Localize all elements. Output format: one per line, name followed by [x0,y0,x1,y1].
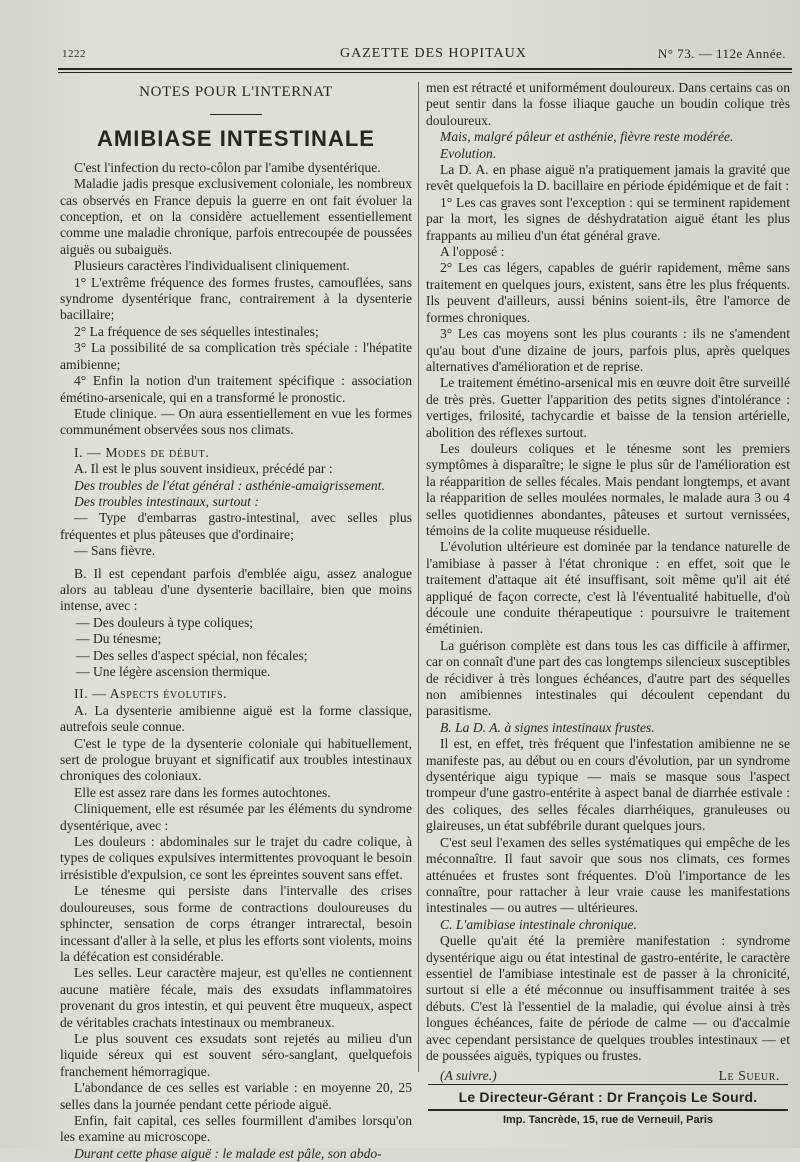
paragraph: Mais, malgré pâleur et asthénie, fièvre reste modérée. [440,129,734,145]
list-item: — Du ténesme; [76,631,162,647]
paragraph: 1° L'extrême fréquence des formes frustes, camouflées, sans syndrome dysentérique franc, contrairement à la dysenterie bacillaire; [60,274,412,323]
paragraph: 1° Les cas graves sont l'exception : qui se terminent rapidement par la mort, les signes de déshydratation aiguë étant les plus frappants au milieu d'un état général grave. [426,194,790,243]
paragraph: 2° Les cas légers, capables de guérir rapidement, même sans traitement en quelques jours, existent, sans être les plus fréquents. Ils peuvent d'ailleurs, aussi bénins soient-ils, être l'amorce de formes chroniques. [426,260,790,325]
paragraph: — Sans fièvre. [74,543,156,559]
subheading: Evolution. [440,145,497,161]
subheading: II. — Aspects évolutifs. [74,686,228,702]
author-signature: Le Sueur. [718,1068,780,1084]
paragraph: Maladie jadis presque exclusivement coloniale, les nombreux cas observés en France depuis la guerre en ont fait évoluer la conception, et on la considère actuellement essentiellement comme une maladie chronique, parfois entrecoupée de poussées aiguës ou subaiguës. [60,176,412,257]
paragraph: Elle est assez rare dans les formes autochtones. [74,784,331,800]
issue-number: N° 73. — 112e Année. [657,46,786,61]
list-item: — Des douleurs à type coliques; [76,614,254,630]
to-follow-note: (A suivre.) [440,1068,497,1084]
paragraph: men est rétracté et uniformément douloureux. Dans certains cas on peut sentir dans la fosse iliaque gauche un boudin colique très douloureux. [426,80,790,128]
subheading: C. L'amibiase intestinale chronique. [440,916,637,932]
paragraph: 2° La fréquence de ses séquelles intestinales; [74,323,319,339]
paragraph: A l'opposé : [440,244,505,260]
paragraph: La D. A. en phase aiguë n'a pratiquement jamais la gravité que revêt quelquefois la D. bacillaire en période épidémique et de fait : [426,162,790,194]
paragraph: La guérison complète est dans tous les cas difficile à affirmer, car on connaît d'une part des cas longtemps silencieux susceptibles de récidiver à très longues échéances, d'autre part des séquelles non amibiennes intestinales qui découlent cependant du parasitisme. [426,637,790,719]
subheading: B. La D. A. à signes intestinaux frustes. [440,719,655,735]
column-divider [418,82,419,1072]
paragraph: L'abondance de ces selles est variable : en moyenne 20, 25 selles dans la journée pendant cette période aiguë. [60,1080,412,1112]
footer-rule [428,1084,788,1085]
paragraph: Enfin, fait capital, ces selles fourmillent d'amibes lorsqu'on les examine au microscope. [60,1112,412,1145]
paragraph: Durant cette phase aiguë : le malade est pâle, son abdo- [74,1145,382,1161]
right-column [426,80,790,1085]
paragraph: C'est l'infection du recto-côlon par l'amibe dysentérique. [74,159,381,175]
article-title: AMIBIASE INTESTINALE [97,126,375,152]
paragraph: Cliniquement, elle est résumée par les éléments du syndrome dysentérique, avec : [60,801,412,833]
paragraph: 3° La possibilité de sa complication très spéciale : l'hépatite amibienne; [60,340,412,372]
running-head [62,44,786,66]
paragraph: B. Il est cependant parfois d'emblée aigu, assez analogue alors au tableau d'une dysenterie bacillaire, bien que moins intense, avec : [60,565,412,614]
paragraph: A. La dysenterie amibienne aiguë est la forme classique, autrefois seule connue. [60,702,412,735]
paragraph: Les douleurs coliques et le ténesme sont les premiers symptômes à disparaître; le signe le plus sûr de l'amélioration est la réapparition de selles fécales. Mais pendant longtemps, et avant la réapparition de selles moulées normales, le malade aura 3 ou 4 selles quotidiennes abondantes, pâteuses et surtout vernissées, témoins de la colite muqueuse résiduelle. [426,440,790,538]
paragraph: Des troubles intestinaux, surtout : [74,493,259,509]
paragraph: Quelle qu'ait été la première manifestation : syndrome dysentérique aigu ou état intestinal de gastro-entérite, le caractère essentiel de l'amibiase intestinale est de passer à la chronicité, surtout si elle a été méconnue ou insuffisamment traitée à ses débuts. C'est là l'essentiel de la maladie, qui évolue ainsi à très longues échéances, faite de période de calme — ou d'accalmie avec cependant persistance de quelques troubles intestinaux — et de poussées aiguës, typiques ou frustes. [426,933,790,1063]
paragraph: 4° Enfin la notion d'un traitement spécifique : association émétino-arsenicale, qui en a transformé le pronostic. [60,373,412,405]
footer-rule [428,1109,788,1111]
paragraph: C'est seul l'examen des selles systématiques qui empêche de les méconnaître. Il faut savoir que sous nos climats, ces formes atténuées et frustes sont fréquentes. D'où l'importance de les connaître, pour rattacher à leur vraie cause les manifestations intestinales — ou autres — ultérieures. [426,834,790,916]
heading-rule [210,114,262,115]
subheading: I. — Modes de début. [74,444,210,460]
paragraph: — Type d'embarras gastro-intestinal, avec selles plus fréquentes et plus pâteuses que d'ordinaire; [60,510,412,542]
paragraph: Les selles. Leur caractère majeur, est qu'elles ne contiennent aucune matière fécale, mais des exsudats inflammatoires provenant du gros intestin, et qui peuvent être muqueux, aspect de véritables crachats intestinaux ou membraneux. [60,965,412,1030]
signature-line [426,1068,790,1084]
header-rule [58,68,792,73]
section-heading: NOTES POUR L'INTERNAT [139,84,333,100]
paragraph: A. Il est le plus souvent insidieux, précédé par : [74,461,333,477]
paragraph: L'évolution ultérieure est dominée par la tendance naturelle de l'amibiase à passer à l'état chronique : en effet, soit que le traitement d'attaque ait été insuffisant, soit même qu'il ait été appliqué de façon correcte, c'est là l'éventualité habituelle, d'où découle une conduite thérapeutique : poursuivre le traitement émétinien. [426,539,790,637]
printer-credit: Imp. Tancrède, 15, rue de Verneuil, Paris [502,1114,714,1126]
paragraph: Le traitement émétino-arsenical mis en œuvre doit être surveillé de très près. Guetter l'apparition des petits signes d'intolérance : vertiges, frilosité, tachycardie et baisse de la tension artérielle, abolition des réflexes surtout. [426,375,790,440]
paragraph: Plusieurs caractères l'individualisent cliniquement. [74,258,350,274]
paragraph: Des troubles de l'état général : asthénie-amaigrissement. [74,477,385,493]
paragraph: Le plus souvent ces exsudats sont rejetés au milieu d'un liquide séreux qui est souvent séro-sanglant, quelquefois franchement hémorragique. [60,1030,412,1079]
paragraph: Le ténesme qui persiste dans l'intervalle des crises douloureuses, sous forme de contractions douloureuses du sphincter, sensation de corps étranger intrarectal, besoin incessant d'aller à la selle, et plus les efforts sont violents, moins la défécation est considérable. [60,883,412,964]
list-item: — Des selles d'aspect spécial, non fécales; [76,647,308,663]
paragraph: 3° Les cas moyens sont les plus courants : ils ne s'amendent qu'au bout d'une dizaine de jours, parfois plus, après quelques alternatives d'amélioration et de reprise. [426,326,790,374]
paragraph: Les douleurs : abdominales sur le trajet du cadre colique, à types de coliques expulsives intermittentes provoquant le besoin irrésistible d'expulsion, ce sont les épreintes souvent sans effet. [60,834,412,882]
paragraph: Etude clinique. — On aura essentiellement en vue les formes communément observées sous nos climats. [60,405,412,438]
journal-title: GAZETTE DES HOPITAUX [340,46,527,61]
list-item: — Une légère ascension thermique. [76,664,271,679]
page-number: 1222 [62,48,86,60]
left-column [60,78,412,1162]
editor-credit: Le Directeur-Gérant : Dr François Le Sourd. [458,1089,758,1105]
paragraph: C'est le type de la dysenterie coloniale qui habituellement, sert de prologue bruyant et significatif aux troubles intestinaux chroniques des coloniaux. [60,735,412,784]
paragraph: Il est, en effet, très fréquent que l'infestation amibienne ne se manifeste pas, au début ou en cours d'évolution, par un syndrome dysentérique aigu typique — mais se masque sous l'aspect trompeur d'une gastro-entérite à aspect banal de diarrhée estivale : des coliques, des selles fécales diarrhéiques, granuleuses ou glaireuses, un état subfébrile durant quelques jours. [426,736,790,834]
